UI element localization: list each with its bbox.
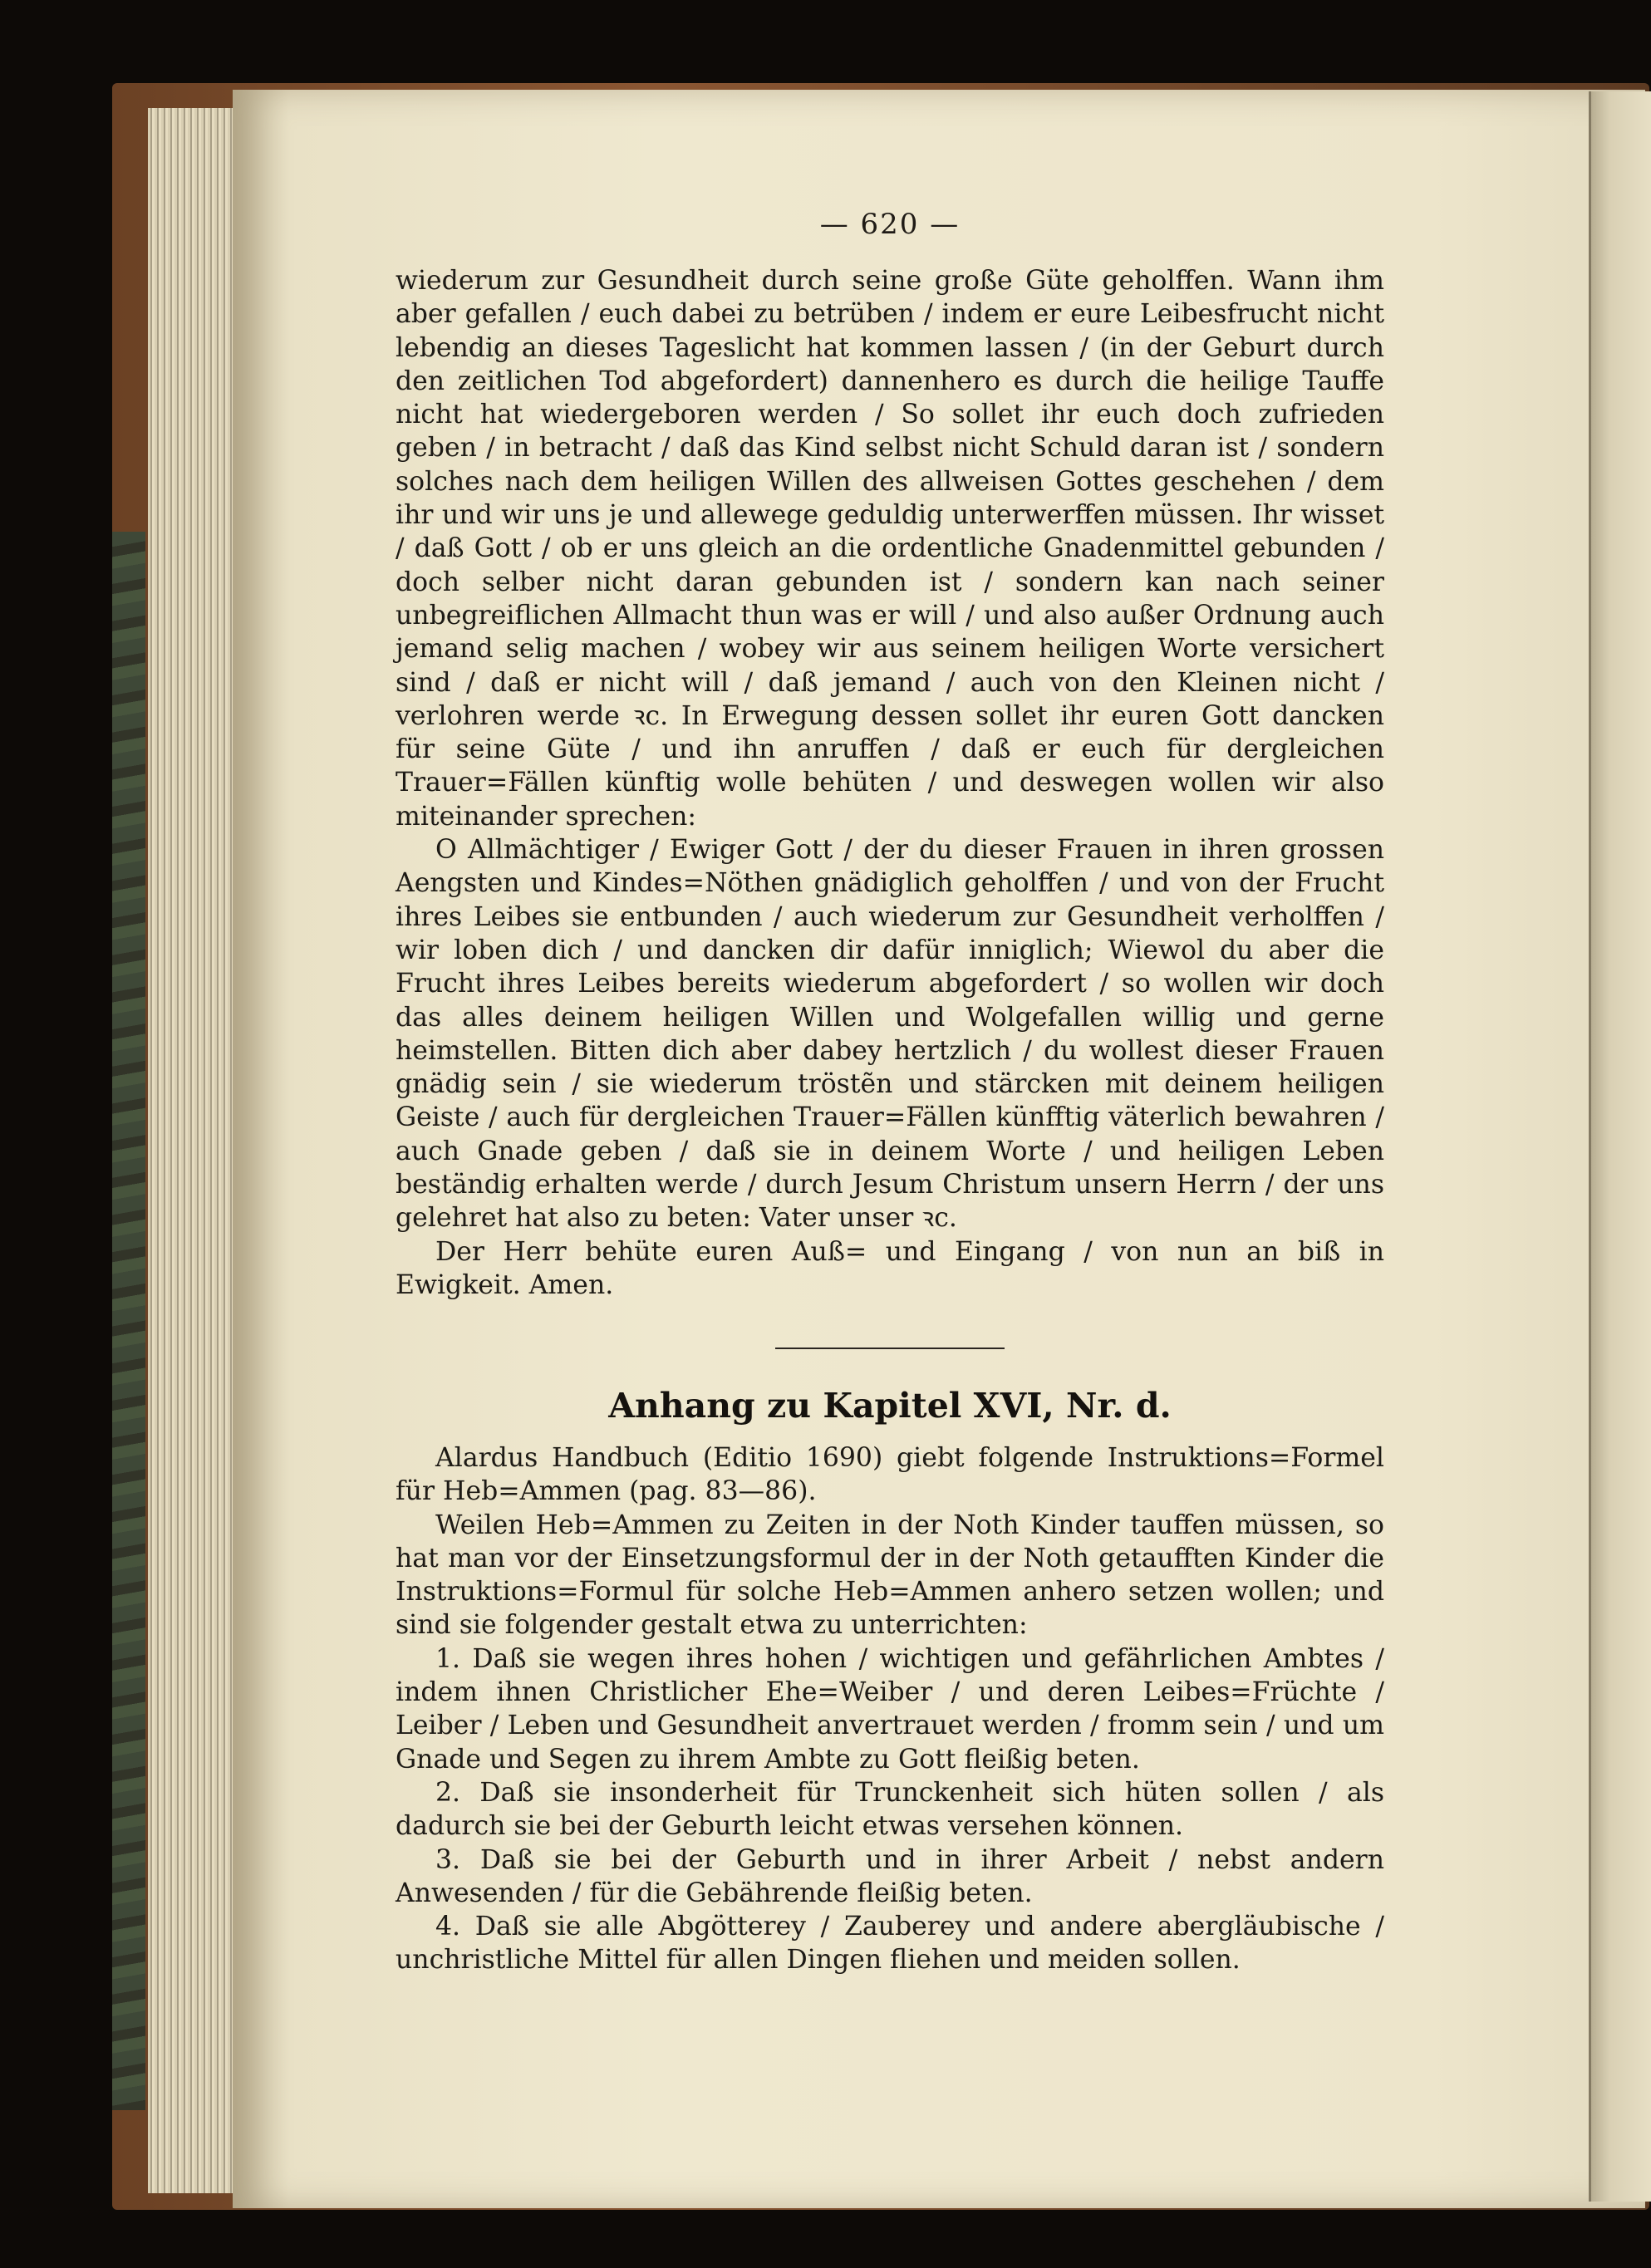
section-divider: [775, 1348, 1005, 1349]
blessing-paragraph: Der Herr behüte euren Auß= und Eingang / von nun an biß in Ewigkeit. Amen.: [396, 1236, 1384, 1300]
instruction-item: 3. Daß sie bei der Geburth und in ihrer Arbeit / nebst andern Anwesenden / für die Gebährende fleißig beten.: [396, 1844, 1384, 1908]
marbled-cover-edge: [112, 532, 145, 2110]
appendix-text: [396, 1441, 1384, 1977]
main-text: [396, 264, 1384, 1302]
section-heading: Anhang zu Kapitel XVI, Nr. d.: [608, 1386, 1172, 1426]
facing-page-edge: [1589, 91, 1651, 2202]
appendix-intro: Alardus Handbuch (Editio 1690) giebt folgende Instruktions=Formel für Heb=Ammen (pag. 83—86).: [396, 1443, 1384, 1507]
prayer-paragraph: O Allmächtiger / Ewiger Gott / der du dieser Frauen in ihren grossen Aengsten und Kindes=Nöthen gnädiglich geholffen / und von der Frucht ihres Leibes sie entbunden / auch wiederum zur Gesundheit verholffen / wir loben dich / und dancken dir dafür inniglich; Wiewol du aber die Frucht ihres Leibes bereits wiederum abgefordert / so wollen wir doch das alles deinem heiligen Willen und Wolgefallen willig und gerne heimstellen. Bitten dich aber dabey hertzlich / du wollest dieser Frauen gnädig sein / sie wiederum tröstẽn und stärcken mit deinem heiligen Geiste / auch für dergleichen Trauer=Fällen künfftig väterlich bewahren / auch Gnade geben / daß sie in deinem Worte / und heiligen Leben beständig erhalten werde / durch Jesum Christum unsern Herrn / der uns gelehret hat also zu beten: Vater unser ꝛc.: [396, 835, 1384, 1234]
appendix-paragraph: Weilen Heb=Ammen zu Zeiten in der Noth Kinder tauffen müssen, so hat man vor der Einsetzungsformul der in der Noth getaufften Kinder die Instruktions=Formul für solche Heb=Ammen anhero setzen wollen; und sind sie folgender gestalt etwa zu unterrichten:: [396, 1510, 1384, 1641]
instruction-item: 1. Daß sie wegen ihres hohen / wichtigen und gefährlichen Ambtes / indem ihnen Christlicher Ehe=Weiber / und deren Leibes=Früchte / Leiber / Leben und Gesundheit anvertrauet werden / fromm sein / und um Gnade und Segen zu ihrem Ambte zu Gott fleißig beten.: [396, 1643, 1384, 1775]
instruction-item: 4. Daß sie alle Abgötterey / Zauberey und andere abergläubische / unchristliche Mittel für allen Dingen fliehen und meiden sollen.: [396, 1912, 1384, 1976]
instruction-item: 2. Daß sie insonderheit für Trunckenheit sich hüten sollen / als dadurch sie bei der Geburth leicht etwas versehen können.: [396, 1777, 1384, 1842]
paragraph: wiederum zur Gesundheit durch seine große Güte geholffen. Wann ihm aber gefallen / euch dabei zu betrüben / indem er eure Leibesfrucht nicht lebendig an dieses Tageslicht hat kommen lassen / (in der Geburt durch den zeitlichen Tod abgefordert) dannenhero es durch die heilige Tauffe nicht hat wiedergeboren werden / So sollet ihr euch doch zufrieden geben / in betracht / daß das Kind selbst nicht Schuld daran ist / sondern solches nach dem heiligen Willen des allweisen Gottes geschehen / dem ihr und wir uns je und allewege geduldig unterwerffen müssen. Ihr wisset / daß Gott / ob er uns gleich an die ordentliche Gnadenmittel gebunden / doch selber nicht daran gebunden ist / sondern kan nach seiner unbegreiflichen Allmacht thun was er will / und also außer Ordnung auch jemand selig machen / wobey wir aus seinem heiligen Worte versichert sind / daß er nicht will / daß jemand / auch von den Kleinen nicht / verlohren werde ꝛc. In Erwegung dessen sollet ihr euren Gott dancken für seine Güte / und ihn anruffen / daß er euch für dergleichen Trauer=Fällen künftig wolle behüten / und deswegen wollen wir also miteinander sprechen:: [396, 266, 1384, 832]
page-number: — 620 —: [819, 208, 961, 241]
